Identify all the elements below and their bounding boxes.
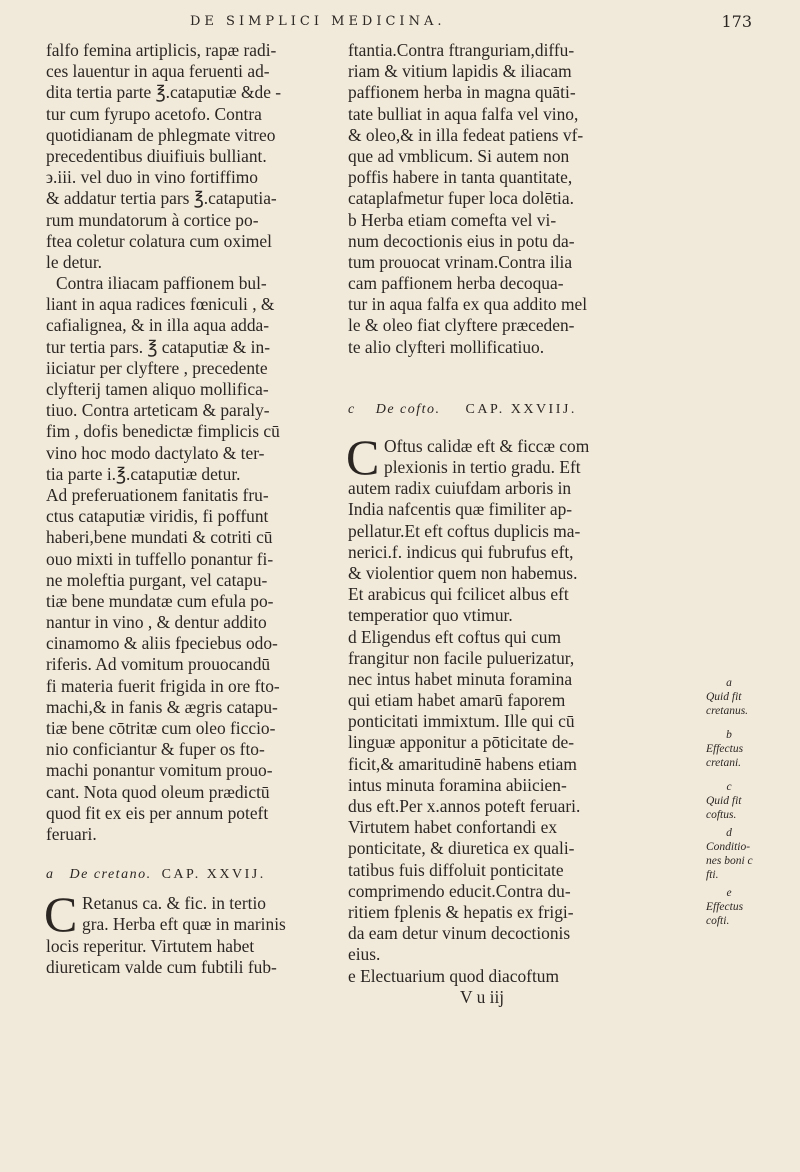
- note-text: cretani.: [706, 757, 742, 769]
- text-line: qui etiam habet amarū faporem: [348, 690, 566, 711]
- text-line: tiuo. Contra arteticam & paraly-: [46, 400, 270, 421]
- text-line: num decoctionis eius in potu da-: [348, 230, 575, 251]
- text-line: nerici.f. indicus qui fubrufus eft,: [348, 541, 574, 562]
- text-line: autem radix cuiufdam arboris in: [348, 478, 572, 499]
- note-letter: e: [726, 887, 732, 899]
- left-paragraph-3: [44, 886, 346, 978]
- text-line: liant in aqua radices fœniculi , &: [46, 294, 275, 315]
- text-line: le & oleo fiat clyftere præceden-: [348, 315, 575, 336]
- note-letter: b: [726, 729, 732, 741]
- text-line: ne moleftia purgant, vel catapu-: [46, 569, 268, 590]
- text-line: & violentior quem non habemus.: [348, 562, 578, 583]
- spacer: [348, 422, 630, 436]
- note-text: cofti.: [706, 915, 730, 927]
- note-text: coftus.: [706, 809, 737, 821]
- running-title: DE SIMPLICI MEDICINA.: [190, 14, 446, 29]
- text-line: paffionem herba in magna quāti-: [348, 82, 576, 103]
- note-letter: d: [726, 827, 732, 839]
- text-line: eius.: [348, 944, 381, 965]
- text-line: dita tertia parte ℥.cataputiæ &de -: [46, 82, 282, 103]
- text-line: gra. Herba eft quæ in marinis: [82, 914, 286, 935]
- text-line: Retanus ca. & fic. in tertio: [82, 893, 266, 914]
- text-line: & addatur tertia pars ℥.cataputia-: [46, 188, 277, 209]
- text-line: Oftus calidæ eft & ficcæ com: [384, 435, 590, 456]
- text-line: India nafcentis quæ fimiliter ap-: [348, 499, 573, 520]
- text-line: ritiem fplenis & hepatis ex frigi-: [348, 901, 574, 922]
- text-line: nio conficiantur & fuper os fto-: [46, 739, 265, 760]
- text-line: tia parte i.℥.cataputiæ detur.: [46, 463, 241, 484]
- chapter-title: De cofto.: [375, 401, 441, 417]
- text-line: que ad vmblicum. Si autem non: [348, 145, 570, 166]
- text-line: rum mundatorum à cortice po-: [46, 209, 259, 230]
- chapter-heading-cretano: [46, 863, 346, 887]
- text-line: Et arabicus qui fcilicet albus eft: [348, 584, 569, 605]
- text-line: ficit,& amaritudinē habens etiam: [348, 753, 577, 774]
- text-line: tur tertia pars. ℥ cataputiæ & in-: [46, 336, 270, 357]
- note-letter: a: [726, 677, 732, 689]
- left-paragraph-2: [46, 273, 346, 845]
- drop-cap: C: [346, 428, 380, 485]
- text-line: haberi,bene mundati & cotriti cū: [46, 527, 273, 548]
- text-line: iiciatur per clyftere , precedente: [46, 357, 268, 378]
- text-line: frangitur non facile puluerizatur,: [348, 647, 575, 668]
- text-line: machi ponantur vomitum prouo-: [46, 760, 273, 781]
- text-line: pellatur.Et eft coftus duplicis ma-: [348, 520, 581, 541]
- chapter-number: CAP. XXVIIJ.: [465, 401, 577, 417]
- margin-note-b: [706, 728, 776, 770]
- text-line: tiæ bene cōtritæ cum oleo ficcio-: [46, 718, 276, 738]
- text-line: machi,& in fanis & ægris catapu-: [46, 696, 278, 717]
- note-text: cretanus.: [706, 705, 749, 717]
- text-line: quod fit ex eis per annum poteft: [46, 802, 269, 823]
- text-line: ces lauentur in aqua feruenti ad-: [46, 61, 270, 82]
- text-line: vino hoc modo dactylato & ter-: [46, 442, 265, 463]
- text-line: ponticitati immixtum. Ille qui cū: [348, 711, 575, 732]
- text-line: tum prouocat vrinam.Contra ilia: [348, 251, 573, 272]
- margin-notes: [706, 676, 776, 928]
- text-line: diureticam valde cum fubtili fub-: [46, 956, 277, 977]
- text-line: Contra iliacam paffionem bul-: [56, 273, 267, 294]
- text-line: plexionis in tertio gradu. Eft: [384, 457, 581, 477]
- note-text: Quid fit: [706, 795, 742, 807]
- note-letter: c: [726, 781, 732, 793]
- text-line: Virtutem habet confortandi ex: [348, 817, 558, 838]
- text-line: da eam detur vinum decoctionis: [348, 923, 571, 944]
- signature-mark: V u iij: [460, 986, 505, 1007]
- text-line: ftea coletur colatura cum oximel: [46, 230, 272, 251]
- margin-note-a: [706, 676, 776, 718]
- text-line: cataplafmetur fuper loca dolētia.: [348, 188, 574, 209]
- text-line: ouo mixti in tuffello ponantur fi-: [46, 548, 274, 569]
- note-text: Quid fit: [706, 691, 742, 703]
- text-line: intus minuta foramina abiicien-: [348, 774, 567, 795]
- text-line: comprimendo educit.Contra du-: [348, 880, 571, 901]
- text-line: te alio clyfteri mollificatiuo.: [348, 336, 545, 357]
- running-head: [190, 14, 720, 29]
- text-line: fim , dofis benedictæ fimplicis cū: [46, 421, 280, 442]
- text-line: poffis habere in tanta quantitate,: [348, 167, 573, 188]
- text-line: riferis. Ad vomitum prouocandū: [46, 654, 271, 675]
- note-text: Effectus: [706, 901, 744, 913]
- text-line: nec intus habet minuta foramina: [348, 668, 573, 689]
- chapter-number: CAP. XXVIJ.: [161, 867, 266, 883]
- page-number: 173: [721, 12, 752, 31]
- right-paragraph-2: [346, 428, 630, 966]
- note-text: fti.: [706, 869, 719, 881]
- margin-note-c: [706, 780, 776, 822]
- text-line: nantur in vino , & dentur addito: [46, 612, 267, 633]
- text-line: le detur.: [46, 251, 103, 272]
- text-line: tur in aqua falfa ex qua addito mel: [348, 294, 588, 315]
- text-line: tiæ bene mundatæ cum efula po-: [46, 590, 274, 611]
- text-line: d Eligendus eft coftus qui cum: [348, 626, 561, 647]
- text-line-last: e Electuarium quod diacoftum: [348, 965, 560, 986]
- text-line: ponticitate, & diuretica ex quali-: [348, 838, 575, 859]
- text-line: & oleo,& in illa fedeat patiens vf-: [348, 124, 584, 145]
- text-line: tate bulliat in aqua falfa vel vino,: [348, 103, 579, 124]
- text-line: clyfterij tamen aliquo mollifica-: [46, 379, 269, 399]
- text-line: ctus cataputiæ viridis, fi poffunt: [46, 506, 269, 527]
- note-text: Effectus: [706, 743, 744, 755]
- text-line: Ad preferuationem fanitatis fru-: [46, 484, 269, 505]
- chapter-title: De cretano.: [69, 867, 152, 883]
- margin-note-e: [706, 886, 776, 928]
- text-line: locis reperitur. Virtutem habet: [46, 935, 255, 956]
- text-line: tur cum fyrupo acetofo. Contra: [46, 103, 262, 124]
- margin-note-d: [706, 826, 776, 882]
- right-paragraph-1: [348, 40, 630, 358]
- left-column: [46, 40, 346, 978]
- heading-marker: c: [348, 401, 356, 417]
- text-line: dus eft.Per x.annos poteft feruari.: [348, 796, 581, 816]
- text-line: falfo femina artiplicis, rapæ radi-: [46, 40, 277, 60]
- text-line: fi materia fuerit frigida in ore fto-: [46, 675, 280, 696]
- text-line: cafialignea, & in illa aqua adda-: [46, 315, 270, 336]
- note-text: nes boni c: [706, 855, 753, 867]
- spacer: [348, 358, 630, 398]
- text-line: cam paffionem herba decoqua-: [348, 273, 564, 294]
- text-line: quotidianam de phlegmate vitreo: [46, 124, 276, 145]
- right-column: [348, 40, 630, 1008]
- left-paragraph-1: [46, 40, 346, 273]
- text-line: temperatior quo vtimur.: [348, 605, 513, 626]
- chapter-heading-costo: [348, 398, 630, 422]
- note-text: Conditio-: [706, 841, 751, 853]
- spacer: [46, 845, 346, 863]
- text-line: precedentibus diuifiuis bulliant.: [46, 145, 267, 166]
- text-line: ϶.iii. vel duo in vino fortiffimo: [46, 167, 259, 188]
- text-line: cinamomo & aliis fpeciebus odo-: [46, 633, 278, 654]
- text-line: riam & vitium lapidis & iliacam: [348, 61, 572, 82]
- drop-cap: C: [44, 886, 78, 943]
- text-line: tatibus fuis diffoluit ponticitate: [348, 859, 564, 880]
- text-line: cant. Nota quod oleum prædictū: [46, 781, 270, 802]
- text-line: b Herba etiam comefta vel vi-: [348, 209, 557, 230]
- text-line: ftantia.Contra ftranguriam,diffu-: [348, 40, 575, 60]
- heading-marker: a: [46, 867, 55, 883]
- text-line: linguæ apponitur a pōticitate de-: [348, 732, 575, 753]
- text-line: feruari.: [46, 823, 97, 844]
